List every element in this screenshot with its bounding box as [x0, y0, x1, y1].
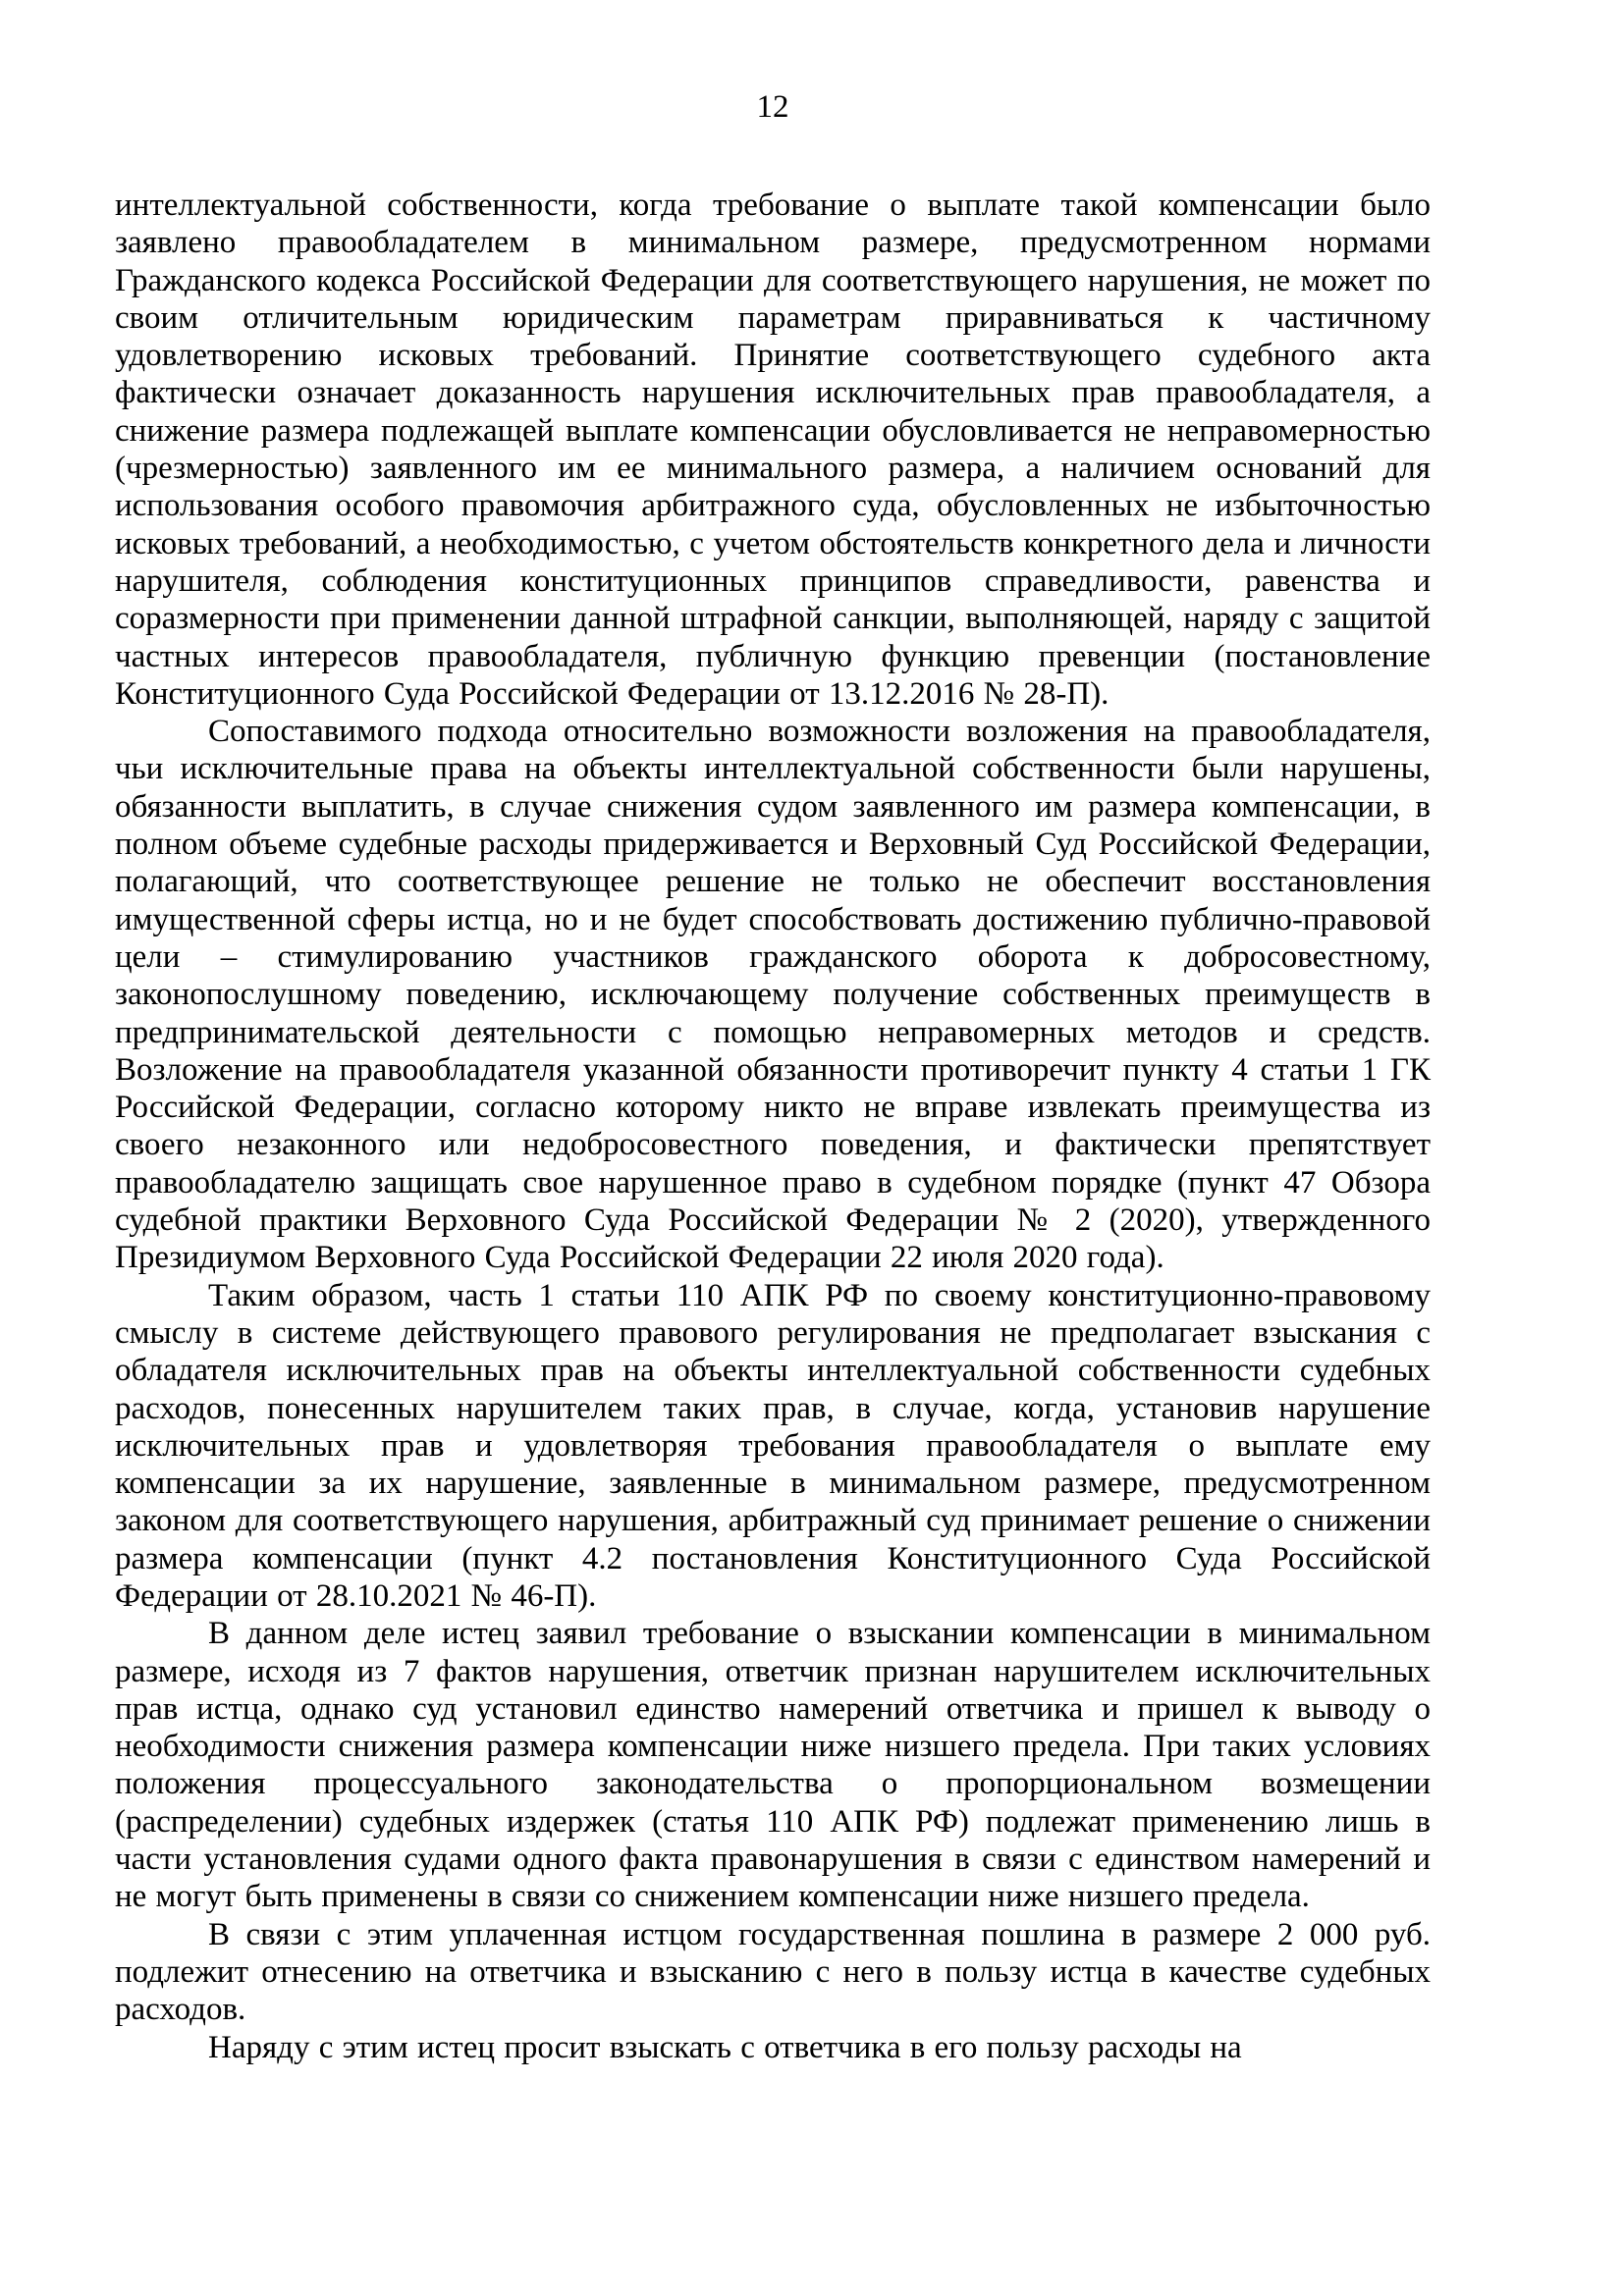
- paragraph-1: интеллектуальной собственности, когда требование о выплате такой компенсации было заявлено правообладателем в минимальном размере, предусмотренном нормами Гражданского кодекса Российской Федерации для соответствующего нарушения, не может по своим отличительным юридическим параметрам приравниваться к частичному удовлетворению исковых требований. Принятие соответствующего судебного акта фактически означает доказанность нарушения исключительных прав правообладателя, а снижение размера подлежащей выплате компенсации обусловливается не неправомерностью (чрезмерностью) заявленного им ее минимального размера, а наличием оснований для использования особого правомочия арбитражного суда, обусловленных не избыточностью исковых требований, а необходимостью, с учетом обстоятельств конкретного дела и личности нарушителя, соблюдения конституционных принципов справедливости, равенства и соразмерности при применении данной штрафной санкции, выполняющей, наряду с защитой частных интересов правообладателя, публичную функцию превенции (постановление Конституционного Суда Российской Федерации от 13.12.2016 № 28-П).: [115, 187, 1431, 712]
- paragraph-6: Наряду с этим истец просит взыскать с ответчика в его пользу расходы на: [208, 2029, 1242, 2065]
- paragraph-2: Сопоставимого подхода относительно возможности возложения на правообладателя, чьи исключительные права на объекты интеллектуальной собственности были нарушены, обязанности выплатить, в случае снижения судом заявленного им размера компенсации, в полном объеме судебные расходы придерживается и Верховный Суд Российской Федерации, полагающий, что соответствующее решение не только не обеспечит восстановления имущественной сферы истца, но и не будет способствовать достижению публично-правовой цели – стимулированию участников гражданского оборота к добросовестному, законопослушному поведению, исключающему получение собственных преимуществ в предпринимательской деятельности с помощью неправомерных методов и средств. Возложение на правообладателя указанной обязанности противоречит пункту 4 статьи 1 ГК Российской Федерации, согласно которому никто не вправе извлекать преимущества из своего незаконного или недобросовестного поведения, и фактически препятствует правообладателю защищать свое нарушенное право в судебном порядке (пункт 47 Обзора судебной практики Верховного Суда Российской Федерации № 2 (2020), утвержденного Президиумом Верховного Суда Российской Федерации 22 июля 2020 года).: [115, 714, 1431, 1276]
- paragraph-4: В данном деле истец заявил требование о взыскании компенсации в минимальном размере, исходя из 7 фактов нарушения, ответчик признан нарушителем исключительных прав истца, однако суд установил единство намерений ответчика и пришел к выводу о необходимости снижения размера компенсации ниже низшего предела. При таких условиях положения процессуального законодательства о пропорциональном возмещении (распределении) судебных издержек (статья 110 АПК РФ) подлежат применению лишь в части установления судами одного факта правонарушения в связи с единством намерений и не могут быть применены в связи со снижением компенсации ниже низшего предела.: [115, 1616, 1431, 1915]
- paragraph-5: В связи с этим уплаченная истцом государственная пошлина в размере 2 000 руб. подлежит отнесению на ответчика и взысканию с него в пользу истца в качестве судебных расходов.: [115, 1916, 1431, 2028]
- document-body: [115, 187, 1431, 2066]
- page-number: 12: [756, 89, 789, 125]
- paragraph-3: Таким образом, часть 1 статьи 110 АПК РФ по своему конституционно-правовому смыслу в системе действующего правового регулирования не предполагает взыскания с обладателя исключительных прав на объекты интеллектуальной собственности судебных расходов, понесенных нарушителем таких прав, в случае, когда, установив нарушение исключительных прав и удовлетворяя требования правообладателя о выплате ему компенсации за их нарушение, заявленные в минимальном размере, предусмотренном законом для соответствующего нарушения, арбитражный суд принимает решение о снижении размера компенсации (пункт 4.2 постановления Конституционного Суда Российской Федерации от 28.10.2021 № 46-П).: [115, 1277, 1431, 1614]
